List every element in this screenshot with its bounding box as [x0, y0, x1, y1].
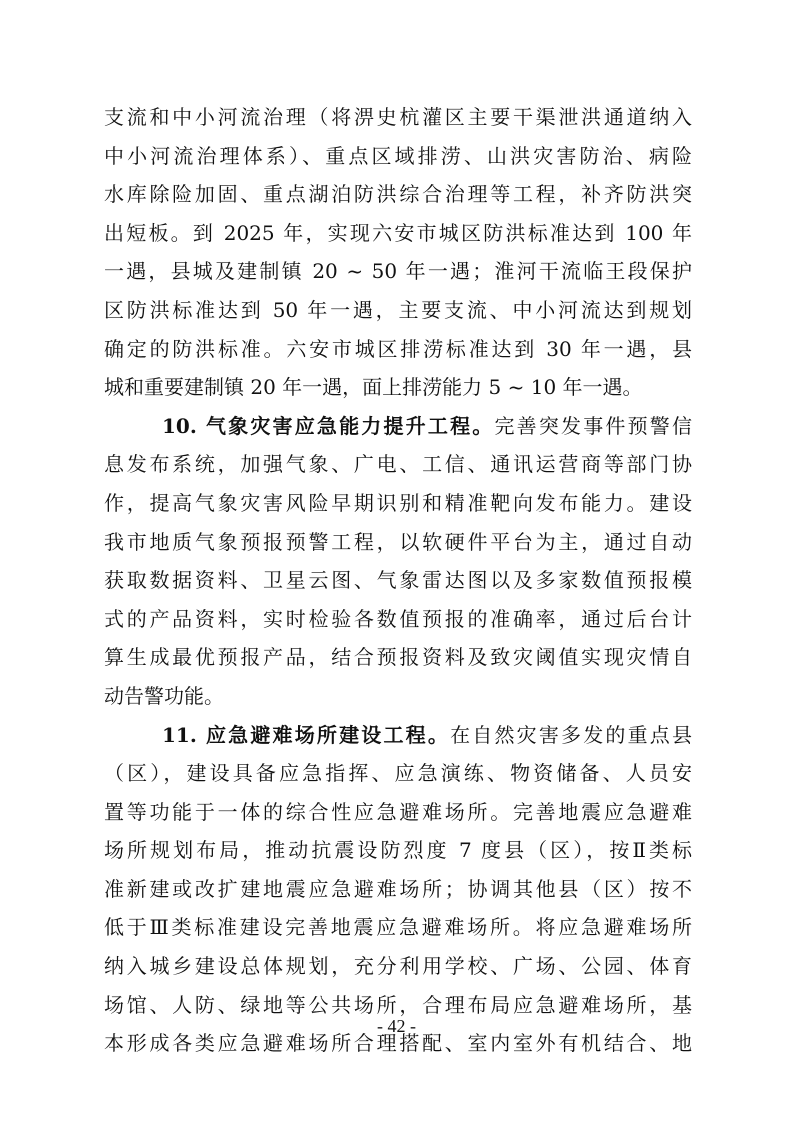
paragraph-item-11 — [104, 716, 692, 1063]
text-line: 式的产品资料，实时检验各数值预报的准确率，通过后台计 — [104, 606, 692, 631]
item-11-heading: 11. 应急避难场所建设工程。 — [162, 722, 451, 747]
body-text — [104, 98, 692, 1063]
text-line: 城和重要建制镇 20 年一遇，面上排涝能力 5 ~ 10 年一遇。 — [104, 375, 643, 400]
text-line: 一遇，县城及建制镇 20 ~ 50 年一遇；淮河干流临王段保护 — [104, 259, 692, 284]
item-11-first-line — [104, 716, 692, 755]
text-line: 区防洪标准达到 50 年一遇，主要支流、中小河流达到规划 — [104, 297, 692, 322]
text-line: 场馆、人防、绿地等公共场所，合理布局应急避难场所，基 — [104, 992, 692, 1017]
item-10-first-line-text: 完善突发事件预警信 — [494, 413, 692, 438]
text-line: 出短板。到 2025 年，实现六安市城区防洪标准达到 100 年 — [104, 220, 692, 245]
text-line: 确定的防洪标准。六安市城区排涝标准达到 30 年一遇，县 — [104, 336, 692, 361]
text-line: 息发布系统，加强气象、广电、工信、通讯运营商等部门协 — [104, 452, 692, 477]
text-line: 支流和中小河流治理（将淠史杭灌区主要干渠泄洪通道纳入 — [104, 105, 692, 129]
text-line: 本形成各类应急避难场所合理搭配、室内室外有机结合、地 — [104, 1031, 692, 1056]
text-line: 准新建或改扩建地震应急避难场所；协调其他县（区）按不 — [104, 876, 692, 901]
text-line: 动告警功能。 — [104, 683, 224, 708]
item-10-heading: 10. 气象灾害应急能力提升工程。 — [162, 413, 495, 438]
item-10-first-line — [104, 407, 692, 446]
text-line: 低于Ⅲ类标准建设完善地震应急避难场所。将应急避难场所 — [104, 915, 692, 940]
text-line: （区），建设具备应急指挥、应急演练、物资储备、人员安 — [104, 761, 692, 786]
text-line: 置等功能于一体的综合性应急避难场所。完善地震应急避难 — [104, 799, 692, 824]
text-line: 算生成最优预报产品，结合预报资料及致灾阈值实现灾情自 — [104, 645, 692, 670]
text-line: 中小河流治理体系）、重点区域排涝、山洪灾害防治、病险 — [104, 143, 692, 168]
paragraph-flood-control — [104, 98, 692, 407]
text-line: 纳入城乡建设总体规划，充分利用学校、广场、公园、体育 — [104, 954, 692, 979]
text-line: 场所规划布局，推动抗震设防烈度 7 度县（区），按Ⅱ类标 — [104, 838, 692, 863]
text-line: 获取数据资料、卫星云图、气象雷达图以及多家数值预报模 — [104, 568, 692, 593]
paragraph-item-10 — [104, 407, 692, 716]
page-number: - 42 - — [377, 1016, 416, 1036]
text-line: 作，提高气象灾害风险早期识别和精准靶向发布能力。建设 — [104, 490, 692, 515]
text-line: 水库除险加固、重点湖泊防洪综合治理等工程，补齐防洪突 — [104, 182, 692, 207]
item-11-first-line-text: 在自然灾害多发的重点县 — [450, 722, 693, 747]
text-line: 我市地质气象预报预警工程，以软硬件平台为主，通过自动 — [104, 529, 692, 554]
